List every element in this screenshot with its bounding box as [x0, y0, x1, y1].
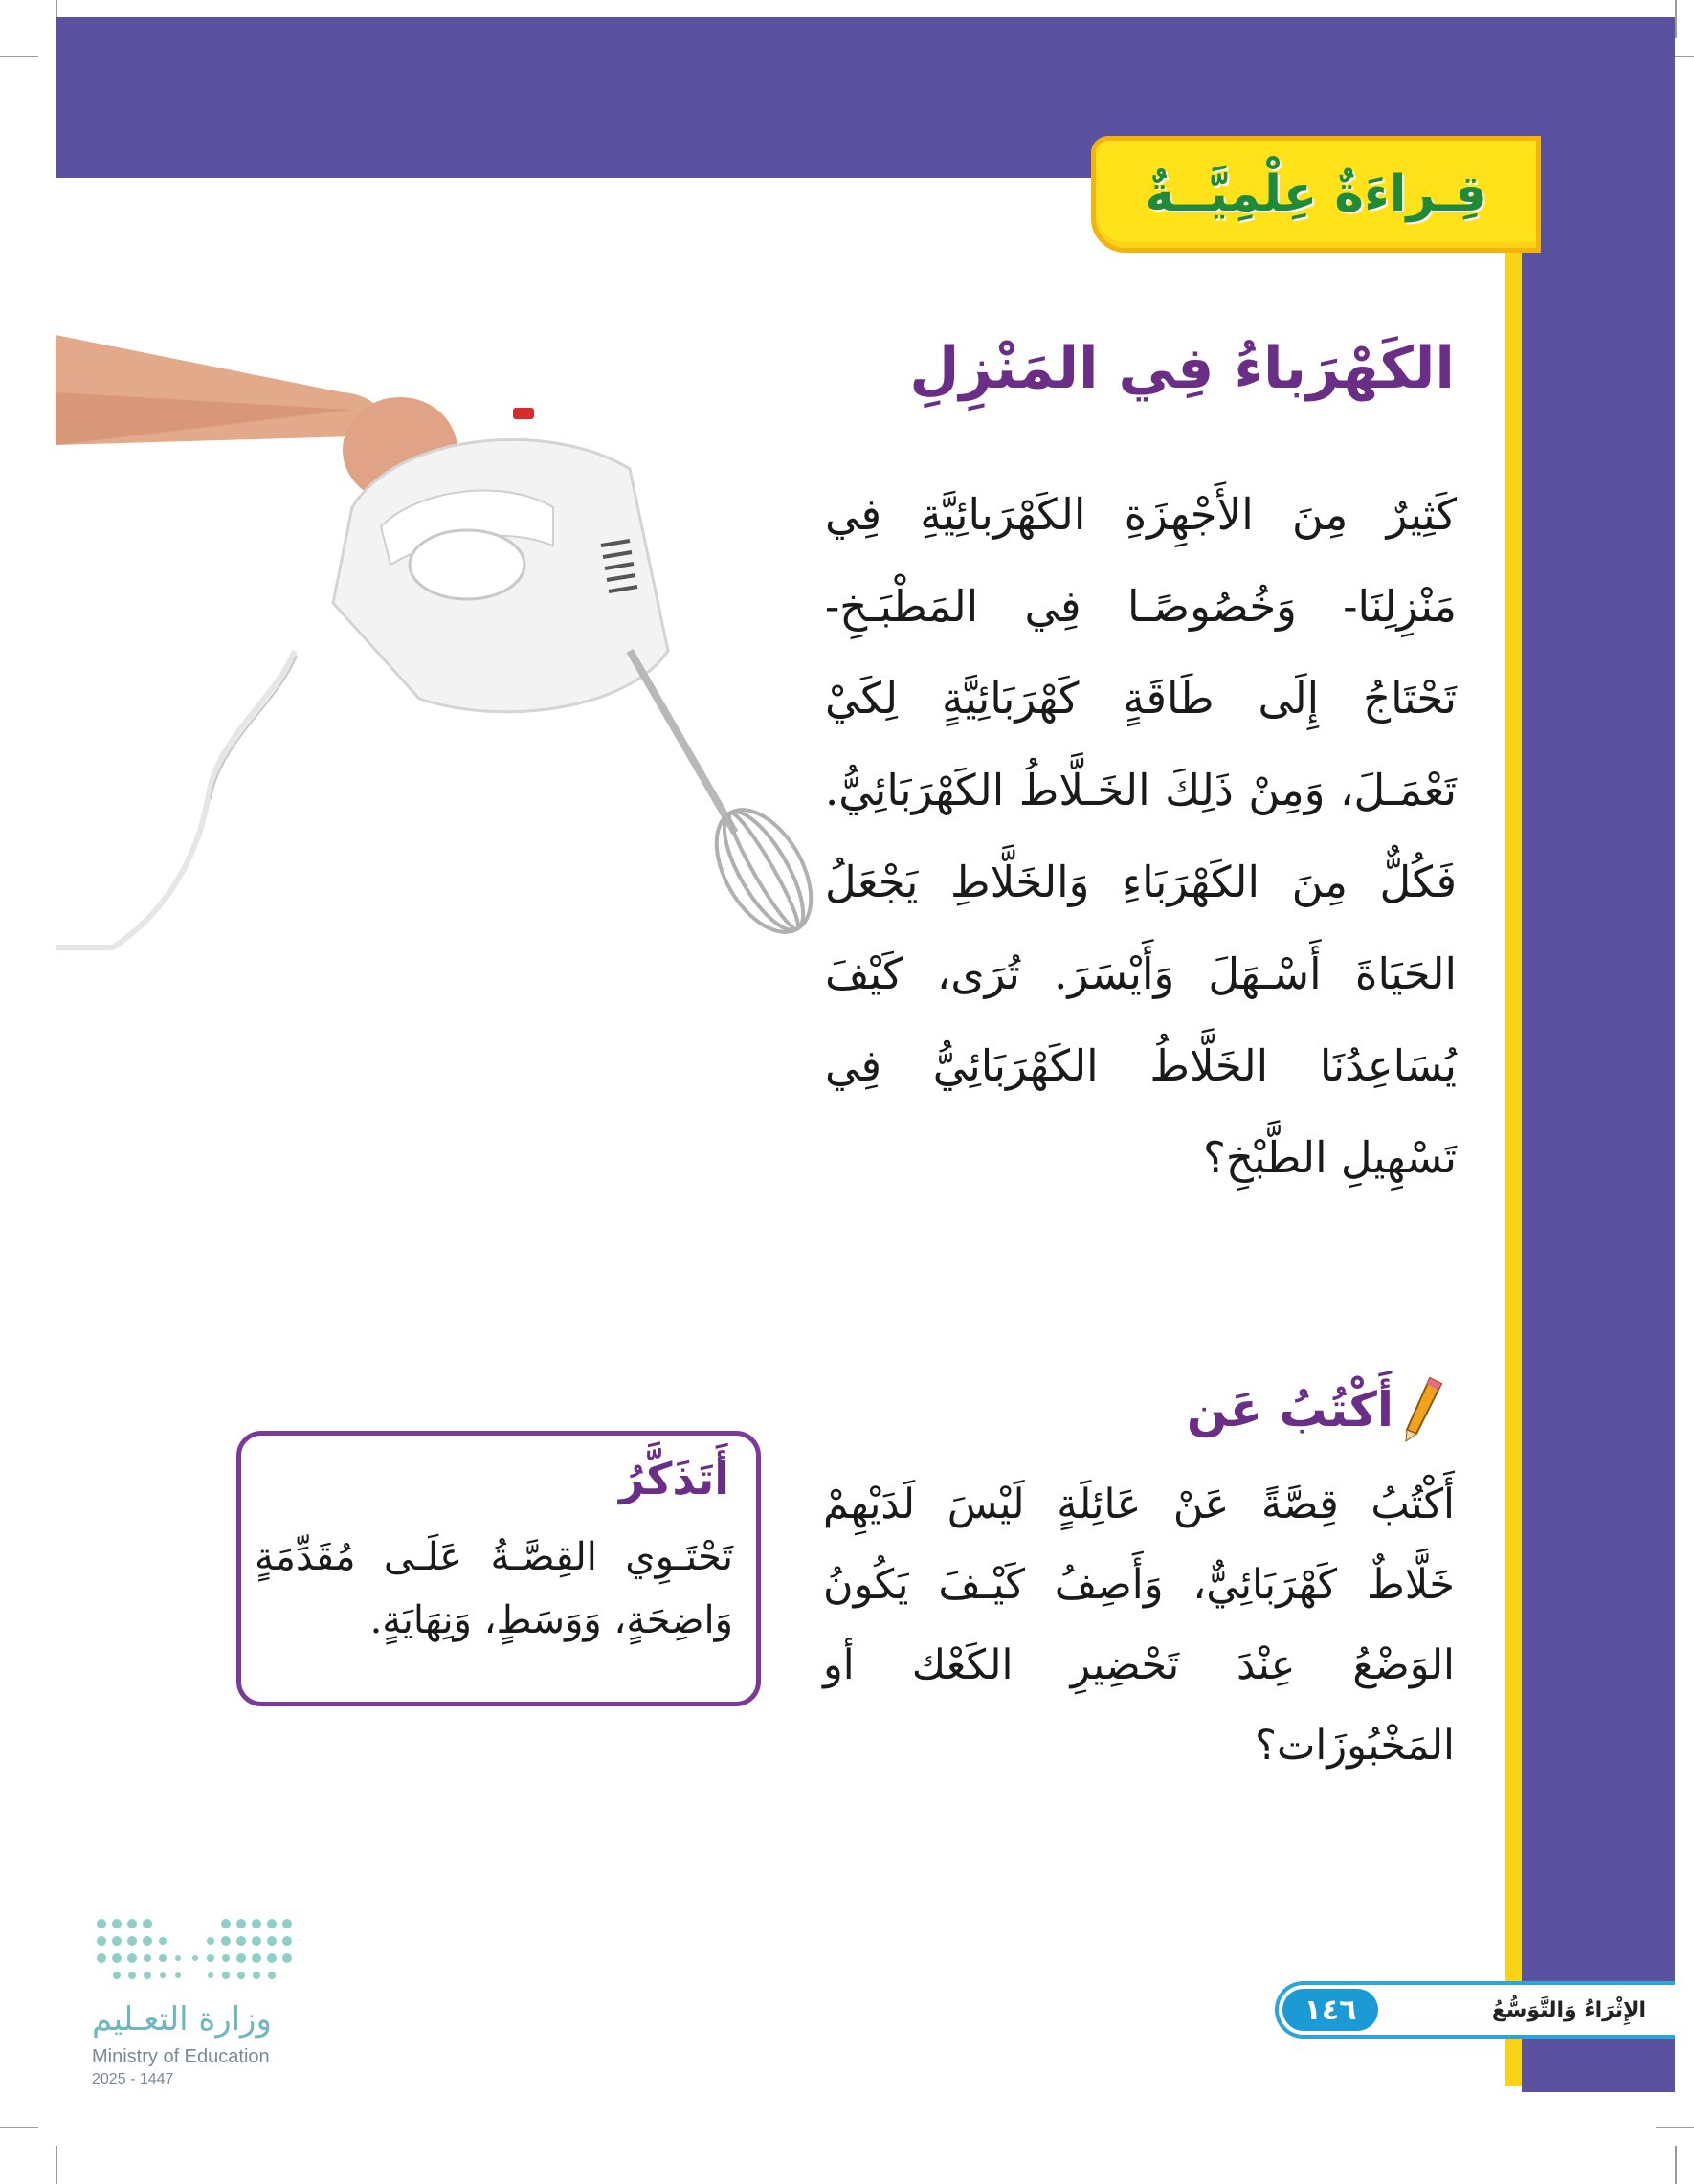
article-title: الكَهْرَباءُ فِي المَنْزِلِ — [909, 335, 1455, 402]
yellow-edge — [1505, 239, 1522, 2086]
section-tab — [1091, 136, 1541, 253]
article-paragraph: كَثِيرٌ مِنَ الأَجْهِزَةِ الكَهْرَبائِيَّةِ فِي مَنْزِلِنَا- وَخُصُوصًـا فِي المَطْبَـخِ- تَحْتَاجُ إِلَى طَاقَةٍ كَهْرَبَائِيَّةٍ لِكَيْ تَعْمَـلَ، وَمِنْ ذَلِكَ الخَـلَّاطُ الكَهْرَبَائِيُّ. فَكُلٌّ مِنَ الكَهْرَبَاءِ وَالخَلَّاطِ يَجْعَلُ الحَيَاةَ أَسْـهَلَ وَأَيْسَرَ. تُرَى، كَيْفَ يُسَاعِدُنَا الخَلَّاطُ الكَهْرَبَائِيُّ فِي تَسْهِيلِ الطَّبْخِ؟ — [825, 489, 1457, 1183]
write-about-heading — [1187, 1376, 1445, 1443]
crop-mark — [0, 2127, 38, 2128]
section-tab-title: قِـراءَةٌ عِلْمِيَّــةٌ — [1145, 166, 1487, 223]
crop-mark — [0, 56, 38, 57]
ministry-name-english: Ministry of Education — [92, 2046, 270, 2067]
crop-mark — [1675, 0, 1677, 38]
ministry-year: 2025 - 1447 — [92, 2071, 174, 2087]
ministry-logo-icon — [92, 1914, 302, 1991]
footer-section-label: الإِثْرَاءُ وَالتَّوَسُّعُ — [1491, 1997, 1646, 2022]
remember-box — [236, 1431, 761, 1706]
footer-tab — [1275, 1981, 1675, 2039]
crop-mark — [1656, 2127, 1694, 2128]
write-about-text: أَكْتُبُ قِصَّةً عَنْ عَائِلَةٍ لَيْسَ لَدَيْهِمْ خَلَّاطٌ كَهْرَبَائِيٌّ، وَأَصِفُ كَيْـفَ يَكُونُ الوَضْعُ عِنْدَ تَحْضِيرِ الكَعْك أو المَخْبُوزَات؟ — [823, 1481, 1455, 1770]
pencil-icon — [1401, 1376, 1445, 1443]
right-band — [1522, 178, 1675, 2092]
ministry-name-arabic: وزارة التعـليم — [92, 2000, 272, 2039]
remember-title: أَتَذَكَّرُ — [619, 1453, 729, 1504]
remember-text: تَحْتَـوِي القِصَّـةُ عَلَـى مُقَدِّمَةٍ وَاضِحَةٍ، وَوَسَطٍ، وَنِهَايَةٍ. — [255, 1535, 733, 1642]
crop-mark — [56, 2146, 57, 2184]
crop-mark — [1675, 2146, 1677, 2184]
write-about-label: أَكْتُبُ عَن — [1186, 1382, 1393, 1437]
page-number: ١٤٦ — [1282, 1989, 1378, 2031]
hand-mixer-illustration — [56, 335, 821, 967]
